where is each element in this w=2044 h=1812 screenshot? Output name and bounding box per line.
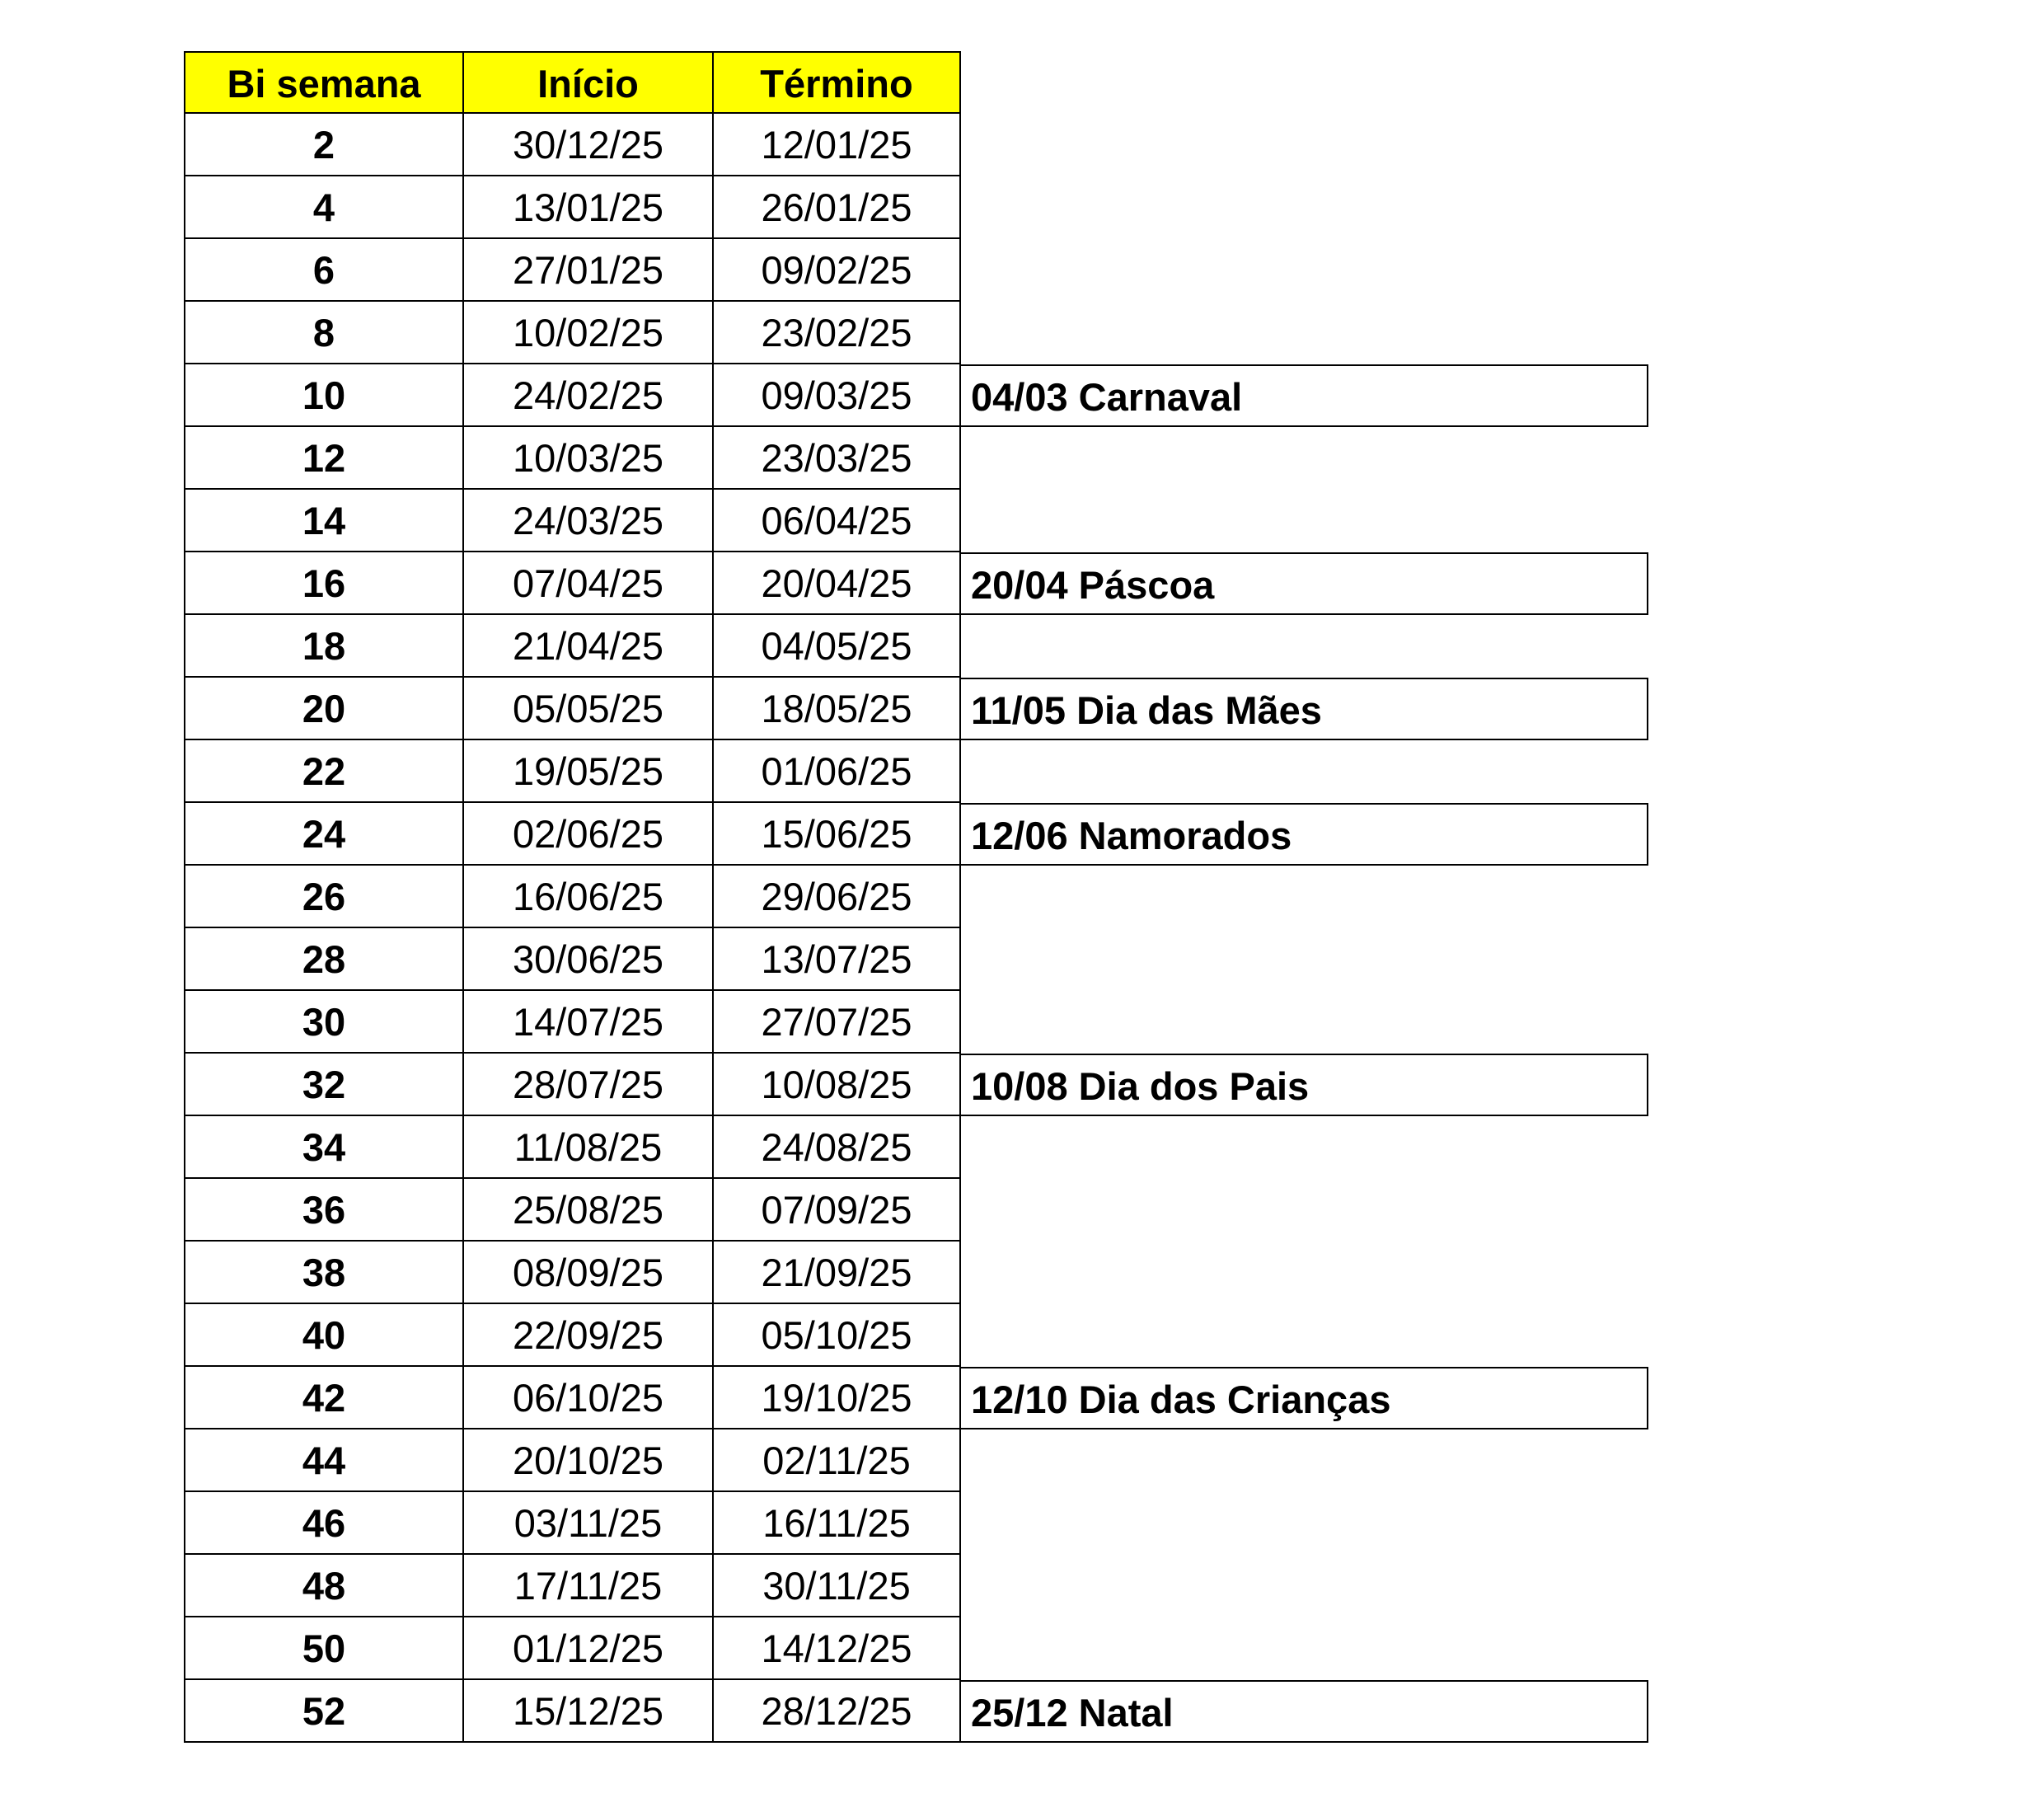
cell-end: 14/12/25 [712,1617,961,1680]
cell-week: 34 [184,1116,462,1179]
cell-note: 20/04 Páscoa [961,552,1648,615]
cell-note: 11/05 Dia das Mães [961,678,1648,740]
cell-week: 26 [184,866,462,928]
cell-week: 8 [184,302,462,364]
cell-note: 12/10 Dia das Crianças [961,1367,1648,1429]
header-start: Início [462,51,712,114]
cell-week: 18 [184,615,462,678]
cell-week: 16 [184,552,462,615]
cell-start: 24/03/25 [462,490,712,552]
cell-note: 25/12 Natal [961,1680,1648,1743]
cell-start: 13/01/25 [462,176,712,239]
cell-week: 50 [184,1617,462,1680]
cell-start: 24/02/25 [462,364,712,427]
cell-end: 28/12/25 [712,1680,961,1743]
cell-end: 12/01/25 [712,114,961,176]
header-end: Término [712,51,961,114]
cell-start: 21/04/25 [462,615,712,678]
cell-end: 18/05/25 [712,678,961,740]
cell-end: 19/10/25 [712,1367,961,1429]
cell-end: 23/02/25 [712,302,961,364]
cell-start: 20/10/25 [462,1429,712,1492]
cell-week: 30 [184,991,462,1054]
cell-end: 29/06/25 [712,866,961,928]
cell-end: 23/03/25 [712,427,961,490]
cell-week: 42 [184,1367,462,1429]
cell-end: 01/06/25 [712,740,961,803]
cell-end: 05/10/25 [712,1304,961,1367]
cell-start: 19/05/25 [462,740,712,803]
cell-start: 17/11/25 [462,1555,712,1617]
cell-start: 02/06/25 [462,803,712,866]
cell-week: 52 [184,1680,462,1743]
cell-end: 10/08/25 [712,1054,961,1116]
cell-end: 13/07/25 [712,928,961,991]
cell-end: 30/11/25 [712,1555,961,1617]
cell-start: 10/02/25 [462,302,712,364]
cell-week: 10 [184,364,462,427]
cell-week: 14 [184,490,462,552]
cell-start: 10/03/25 [462,427,712,490]
cell-end: 15/06/25 [712,803,961,866]
cell-start: 08/09/25 [462,1242,712,1304]
header-week: Bi semana [184,51,462,114]
cell-end: 16/11/25 [712,1492,961,1555]
cell-start: 06/10/25 [462,1367,712,1429]
cell-week: 6 [184,239,462,302]
cell-note: 12/06 Namorados [961,803,1648,866]
cell-week: 40 [184,1304,462,1367]
cell-end: 27/07/25 [712,991,961,1054]
cell-week: 20 [184,678,462,740]
cell-week: 46 [184,1492,462,1555]
cell-start: 03/11/25 [462,1492,712,1555]
cell-end: 09/03/25 [712,364,961,427]
cell-week: 28 [184,928,462,991]
cell-end: 24/08/25 [712,1116,961,1179]
cell-end: 07/09/25 [712,1179,961,1242]
cell-end: 21/09/25 [712,1242,961,1304]
cell-end: 06/04/25 [712,490,961,552]
cell-start: 27/01/25 [462,239,712,302]
cell-week: 36 [184,1179,462,1242]
cell-end: 20/04/25 [712,552,961,615]
cell-week: 32 [184,1054,462,1116]
cell-start: 15/12/25 [462,1680,712,1743]
cell-start: 22/09/25 [462,1304,712,1367]
cell-start: 30/12/25 [462,114,712,176]
cell-end: 04/05/25 [712,615,961,678]
cell-week: 4 [184,176,462,239]
cell-note: 04/03 Carnaval [961,364,1648,427]
cell-week: 12 [184,427,462,490]
cell-start: 25/08/25 [462,1179,712,1242]
cell-start: 28/07/25 [462,1054,712,1116]
cell-week: 44 [184,1429,462,1492]
cell-week: 2 [184,114,462,176]
cell-start: 11/08/25 [462,1116,712,1179]
cell-week: 24 [184,803,462,866]
cell-start: 05/05/25 [462,678,712,740]
cell-week: 48 [184,1555,462,1617]
cell-end: 09/02/25 [712,239,961,302]
cell-end: 02/11/25 [712,1429,961,1492]
cell-week: 22 [184,740,462,803]
cell-start: 16/06/25 [462,866,712,928]
cell-start: 07/04/25 [462,552,712,615]
cell-note: 10/08 Dia dos Pais [961,1054,1648,1116]
cell-start: 14/07/25 [462,991,712,1054]
cell-week: 38 [184,1242,462,1304]
cell-end: 26/01/25 [712,176,961,239]
cell-start: 30/06/25 [462,928,712,991]
cell-start: 01/12/25 [462,1617,712,1680]
